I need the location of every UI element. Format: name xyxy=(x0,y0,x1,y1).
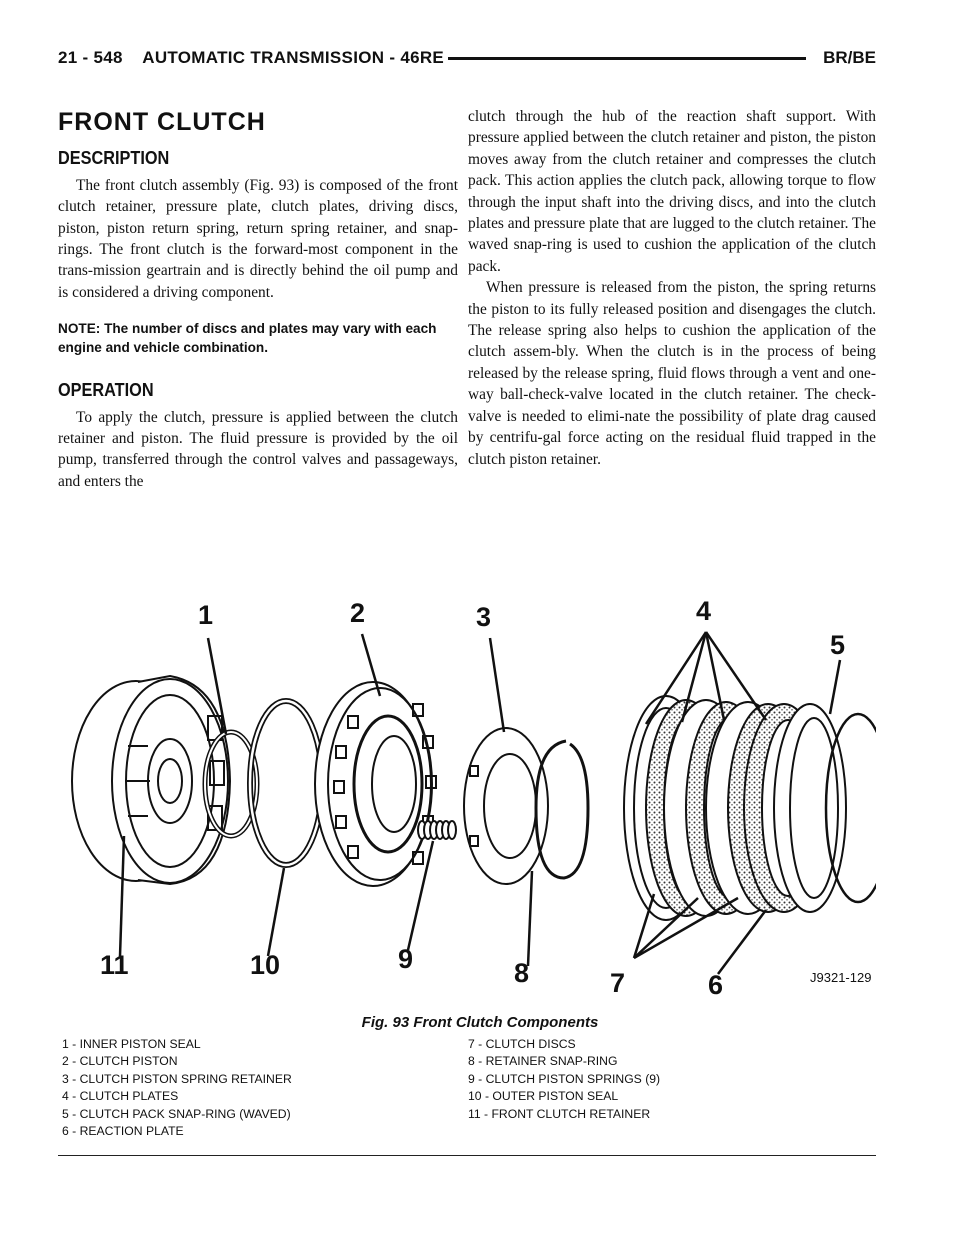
callout-2: 2 xyxy=(350,598,366,628)
legend-item: 5 - CLUTCH PACK SNAP-RING (WAVED) xyxy=(62,1106,291,1121)
callout-8: 8 xyxy=(514,958,530,988)
callout-4: 4 xyxy=(696,596,712,626)
legend-item: 4 - CLUTCH PLATES xyxy=(62,1089,179,1104)
exploded-view-figure xyxy=(58,596,876,1006)
left-column xyxy=(58,108,458,492)
reaction-plate-drawing xyxy=(774,704,846,912)
callout-1: 1 xyxy=(198,600,214,630)
clutch-piston-drawing xyxy=(315,682,436,886)
description-note: NOTE: The number of discs and plates may vary with each engine and vehicle combination. xyxy=(58,321,437,356)
callout-3: 3 xyxy=(476,602,492,632)
legend-item: 8 - RETAINER SNAP-RING xyxy=(468,1054,618,1069)
operation-paragraph-2: When pressure is released from the piston, the spring returns the piston to its fully released position and disengages the clutch. The release spring also helps to cushion the application of the clutch assem-bly. When the clutch is in the process of being released by the release spring, fluid flows through a vent and one-way ball-check-valve located in the clutch retainer. The check-valve is needed to elimi-nate the possibility of plate drag caused by centrifu-gal force acting on the residual fluid trapped in the clutch piston retainer. xyxy=(468,279,876,468)
legend-item: 1 - INNER PISTON SEAL xyxy=(62,1037,201,1051)
legend-item: 10 - OUTER PISTON SEAL xyxy=(468,1089,619,1104)
clutch-piston-springs-drawing xyxy=(418,821,456,839)
header-title: 21 - 548 AUTOMATIC TRANSMISSION - 46RE xyxy=(58,48,445,67)
legend-item: 3 - CLUTCH PISTON SPRING RETAINER xyxy=(62,1071,292,1086)
exploded-view-illustration xyxy=(58,596,876,1006)
right-column xyxy=(468,106,876,470)
figure-code: J9321-129 xyxy=(810,970,872,985)
callout-7: 7 xyxy=(610,968,626,998)
callout-11: 11 xyxy=(100,950,129,980)
legend-left-column xyxy=(62,1036,292,1140)
operation-heading: OPERATION xyxy=(58,379,154,401)
operation-paragraph-1-end: clutch through the hub of the reaction shaft support. With pressure applied between the clutch retainer and piston, the piston moves away from the clutch retainer and compresses the clutch pack. This action applies the clutch pack, allowing torque to flow through the input shaft into the driving discs, and into the clutch plates and pressure plate that are lugged to the clutch retainer. The waved snap-ring is used to cushion the application of the clutch pack. xyxy=(468,108,876,275)
callout-9: 9 xyxy=(398,944,414,974)
description-paragraph: The front clutch assembly (Fig. 93) is composed of the front clutch retainer, pressure plate, clutch plates, driving discs, piston, piston return spring, return spring retainer, and snap-rings. The front clutch is the forward-most component in the trans-mission geartrain and is directly behind the oil pump and is considered a driving component. xyxy=(58,176,458,301)
figure-caption: Fig. 93 Front Clutch Components xyxy=(361,1014,599,1031)
operation-paragraph-1-start: To apply the clutch, pressure is applied between the clutch retainer and piston. The fluid pressure is provided by the oil pump, transferred through the control valves and passageways, and enters the xyxy=(58,408,458,490)
footer-rule xyxy=(58,1155,876,1156)
callout-5: 5 xyxy=(830,630,846,660)
callout-10: 10 xyxy=(250,950,281,980)
legend-item: 2 - CLUTCH PISTON xyxy=(62,1054,178,1069)
header-model: BR/BE xyxy=(823,48,876,67)
legend-item: 11 - FRONT CLUTCH RETAINER xyxy=(468,1106,651,1121)
legend-item: 7 - CLUTCH DISCS xyxy=(468,1037,576,1051)
description-heading: DESCRIPTION xyxy=(58,147,170,169)
legend-item: 9 - CLUTCH PISTON SPRINGS (9) xyxy=(468,1071,661,1086)
page-header xyxy=(58,46,876,76)
legend-right-column xyxy=(468,1036,660,1123)
section-title: FRONT CLUTCH xyxy=(58,108,266,136)
header-rule xyxy=(448,57,806,60)
legend-item: 6 - REACTION PLATE xyxy=(62,1124,184,1139)
callout-6: 6 xyxy=(708,970,724,1000)
